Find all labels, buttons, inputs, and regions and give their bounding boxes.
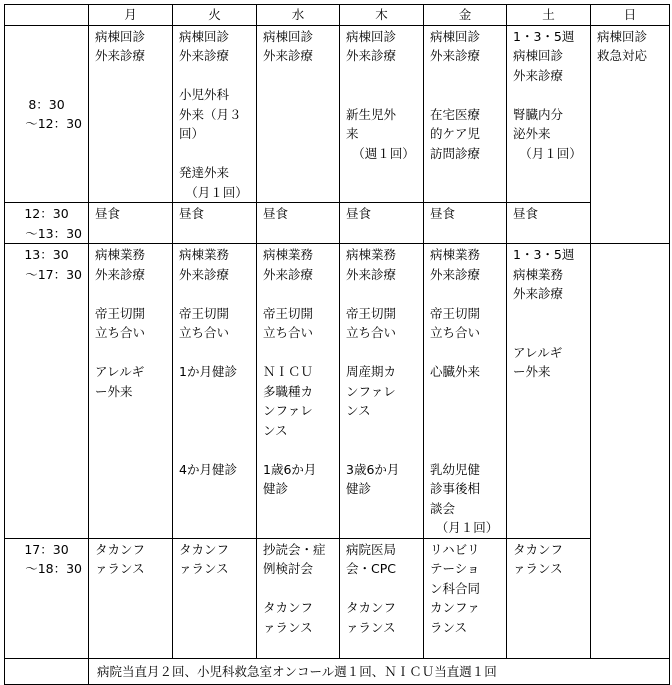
cell-text-line: 診事後相 [430,481,481,496]
cell-text-line: 外来（月３ [179,106,242,122]
cell-text-line: タカンフ [513,541,564,557]
cell-text-line: 1・3・5週 [513,28,575,44]
cell-text-line: アレルギ [95,364,145,379]
cell-text-block [513,540,588,579]
cell-text-line: ランス [430,619,468,635]
cell-text-line: 乳幼児健 [430,461,481,477]
cell-text-line: 外来診療 [346,266,397,282]
cell-text-line: 回） [179,126,205,141]
cell-tue-lunch: 昼食 [173,203,257,244]
cell-text-line: ンファレ [263,403,313,418]
time-morning [5,25,89,203]
time-morning-end: ～12：30 [25,116,82,132]
time-evening [5,538,89,658]
header-row [5,5,670,26]
footer-note: 病院当直月２回、小児科救急室オンコール週１回、ＮＩＣＵ当直週１回 [89,658,670,684]
cell-text-block [430,245,504,284]
cell-text-line: ー外来 [513,364,551,379]
cell-wed-morning [257,25,340,203]
cell-text-line: 病棟回診 [179,28,230,44]
cell-text-block [346,27,421,66]
evening-row [5,538,670,658]
cell-text-block [263,460,337,499]
header-day-thu: 木 [340,5,424,26]
time-lunch-start: 12：30 [24,206,69,221]
cell-thu-morning [340,25,424,203]
cell-text-block [263,598,337,637]
cell-text-line: タカンフ [263,600,314,615]
cell-text-block [346,598,421,637]
cell-text-line: 立ち合い [263,325,314,340]
cell-text-block [179,163,254,183]
cell-text-line: ァランス [513,561,563,576]
cell-text-line: 帝王切開 [346,305,397,321]
cell-text-line: 心臓外来 [430,364,481,379]
cell-mon-morning [89,25,173,203]
cell-text-block [179,460,254,480]
cell-text-line: リハビリ [430,541,480,557]
cell-sun-afternoon-evening [591,244,670,659]
cell-text-line: 外来診療 [513,67,564,83]
cell-text-line: 病棟回診 [95,28,146,44]
cell-text-line: 外来診療 [95,48,146,63]
time-afternoon-start: 13：30 [24,247,69,262]
cell-text-line: 帝王切開 [263,305,314,321]
cell-text-block [95,245,170,284]
cell-text-line: 健診 [263,481,289,496]
cell-fri-morning [424,25,507,203]
cell-text-line: タカンフ [179,541,230,557]
cell-sat-afternoon [507,244,591,539]
weekly-schedule-table [4,4,670,685]
cell-tue-afternoon [173,244,257,539]
cell-text-block [430,304,504,343]
cell-text-block [346,540,421,579]
cell-text-block [513,245,588,304]
cell-text-line: ンファレ [346,383,396,399]
cell-text-line: 病棟業務 [179,247,230,262]
cell-text-block [513,105,588,144]
cell-mon-evening [89,538,173,658]
header-day-mon: 月 [89,5,173,26]
cell-text-line: 来 [346,126,359,141]
cell-text-block [346,362,421,421]
cell-text-line: ァランス [346,619,396,635]
cell-text-line: 新生児外 [346,106,397,122]
cell-fri-evening [424,538,507,658]
cell-text-line: タカンフ [346,600,397,615]
cell-text-line: 外来診療 [179,266,230,282]
cell-text-line: 立ち合い [346,325,397,340]
cell-text-block [513,27,588,86]
cell-text-line: 多職種カ [263,383,314,399]
header-day-sun: 日 [591,5,670,26]
cell-text-block [95,304,170,343]
cell-text-line: テーショ [430,561,480,576]
cell-text-line: 外来診療 [179,48,230,63]
cell-text-line: 周産期カ [346,364,397,379]
cell-text-line: 健診 [346,481,372,496]
cell-fri-lunch: 昼食 [424,203,507,244]
cell-text-line: 立ち合い [430,325,481,340]
cell-text-line: 的ケア児 [430,126,481,141]
cell-text-line: 小児外科 [179,87,230,102]
cell-text-line: 3歳6か月 [346,461,400,477]
cell-text-line: 1・3・5週 [513,247,575,262]
cell-text-line: 外来診療 [263,266,314,282]
cell-text-line: 会・CPC [346,561,396,576]
cell-text-line: 外来診療 [95,266,146,282]
cell-text-block [263,362,337,440]
cell-text-block [430,362,504,382]
lunch-row [5,203,670,244]
cell-text-line: 外来診療 [430,48,481,63]
cell-text-line: ン科合同 [430,580,481,596]
time-evening-start: 17：30 [24,541,69,557]
cell-text-block [179,85,254,144]
cell-text-line: ＮＩＣＵ [263,364,314,379]
cell-text-line: 外来診療 [263,48,314,63]
cell-text-line: ンス [346,403,371,418]
cell-text-line: 4か月健診 [179,461,237,477]
cell-text-block [263,304,337,343]
cell-text-line: アレルギ [513,344,563,360]
time-afternoon-end: ～17：30 [25,266,82,282]
cell-text-line: 病棟業務 [513,266,564,282]
cell-text-block [597,27,667,66]
cell-text-line: 病棟回診 [346,28,397,44]
morning-row [5,25,670,203]
cell-text-line: 1か月健診 [179,364,237,379]
time-morning-start: 8：30 [28,96,65,112]
cell-text-line: 訪問診療 [430,145,481,161]
cell-wed-lunch: 昼食 [257,203,340,244]
cell-text-line: 病棟回診 [513,48,564,63]
afternoon-row [5,244,670,539]
cell-sat-lunch: 昼食 [507,203,591,244]
cell-text-line: 病棟回診 [597,28,648,44]
fri-afternoon-note: （月１回） [435,520,499,535]
cell-text-block [95,27,170,66]
cell-wed-afternoon [257,244,340,539]
cell-text-line: 病棟回診 [263,28,314,44]
cell-text-line: 外来診療 [513,286,564,301]
cell-wed-evening [257,538,340,658]
sat-morning-note: （月１回） [519,145,582,161]
cell-text-block [430,105,504,164]
cell-text-line: 立ち合い [179,325,230,340]
cell-text-block [346,460,421,499]
cell-text-line: ンス [263,422,288,438]
cell-text-line: 病棟業務 [263,247,314,262]
cell-sun-morning [591,25,670,244]
cell-text-line: 病棟業務 [346,247,397,262]
tue-morning-note: （月１回） [185,184,248,200]
cell-text-line: 帝王切開 [430,305,481,321]
cell-text-line: ー外来 [95,383,133,399]
cell-text-line: 抄読会・症 [263,541,326,557]
cell-thu-evening [340,538,424,658]
cell-text-block [179,540,254,579]
thu-morning-note: （週１回） [352,145,415,161]
time-afternoon [5,244,89,539]
cell-text-line: 帝王切開 [179,305,230,321]
cell-fri-afternoon [424,244,507,539]
time-evening-end: ～18：30 [25,561,82,576]
cell-text-line: 病院医局 [346,541,397,557]
cell-tue-morning [173,25,257,203]
cell-text-line: 例検討会 [263,561,314,576]
cell-text-line: カンファ [430,600,480,615]
cell-text-line: 泌外来 [513,126,551,141]
cell-text-line: 外来診療 [430,266,481,282]
cell-text-line: 腎臓内分 [513,106,564,122]
cell-text-block [513,343,588,382]
cell-text-block [95,540,170,579]
cell-text-line: 病棟回診 [430,28,481,44]
cell-text-block [346,245,421,284]
cell-text-block [430,460,504,519]
cell-text-line: 救急対応 [597,48,648,63]
cell-thu-afternoon [340,244,424,539]
time-lunch-end: ～13：30 [25,225,82,241]
cell-text-line: 病棟業務 [430,247,481,262]
header-day-fri: 金 [424,5,507,26]
cell-text-line: 談会 [430,500,456,516]
time-lunch [5,203,89,244]
cell-text-block [346,105,421,144]
cell-sat-morning [507,25,591,203]
cell-mon-lunch: 昼食 [89,203,173,244]
cell-text-block [179,27,254,66]
header-day-sat: 土 [507,5,591,26]
footer-corner [5,658,89,684]
cell-text-block [263,540,337,579]
cell-tue-evening [173,538,257,658]
header-day-tue: 火 [173,5,257,26]
cell-sat-evening [507,538,591,658]
cell-mon-afternoon [89,244,173,539]
cell-text-line: 帝王切開 [95,305,146,321]
cell-text-line: 立ち合い [95,325,146,340]
cell-text-block [430,27,504,66]
cell-text-block [430,540,504,638]
cell-text-block [179,362,254,382]
cell-text-block [346,304,421,343]
cell-text-line: 外来診療 [346,48,397,63]
cell-thu-lunch: 昼食 [340,203,424,244]
cell-text-line: ァランス [263,619,313,635]
footer-row [5,658,670,684]
cell-text-line: ァランス [95,561,145,576]
cell-text-line: ァランス [179,561,229,576]
header-corner [5,5,89,26]
cell-text-block [179,245,254,284]
header-day-wed: 水 [257,5,340,26]
cell-text-block [179,304,254,343]
cell-text-line: タカンフ [95,541,146,557]
cell-text-line: 発達外来 [179,165,230,180]
cell-text-line: 病棟業務 [95,247,146,262]
cell-text-block [263,27,337,66]
cell-text-block [263,245,337,284]
cell-text-line: 1歳6か月 [263,461,317,477]
cell-text-block [95,362,170,401]
cell-text-line: 在宅医療 [430,106,481,122]
